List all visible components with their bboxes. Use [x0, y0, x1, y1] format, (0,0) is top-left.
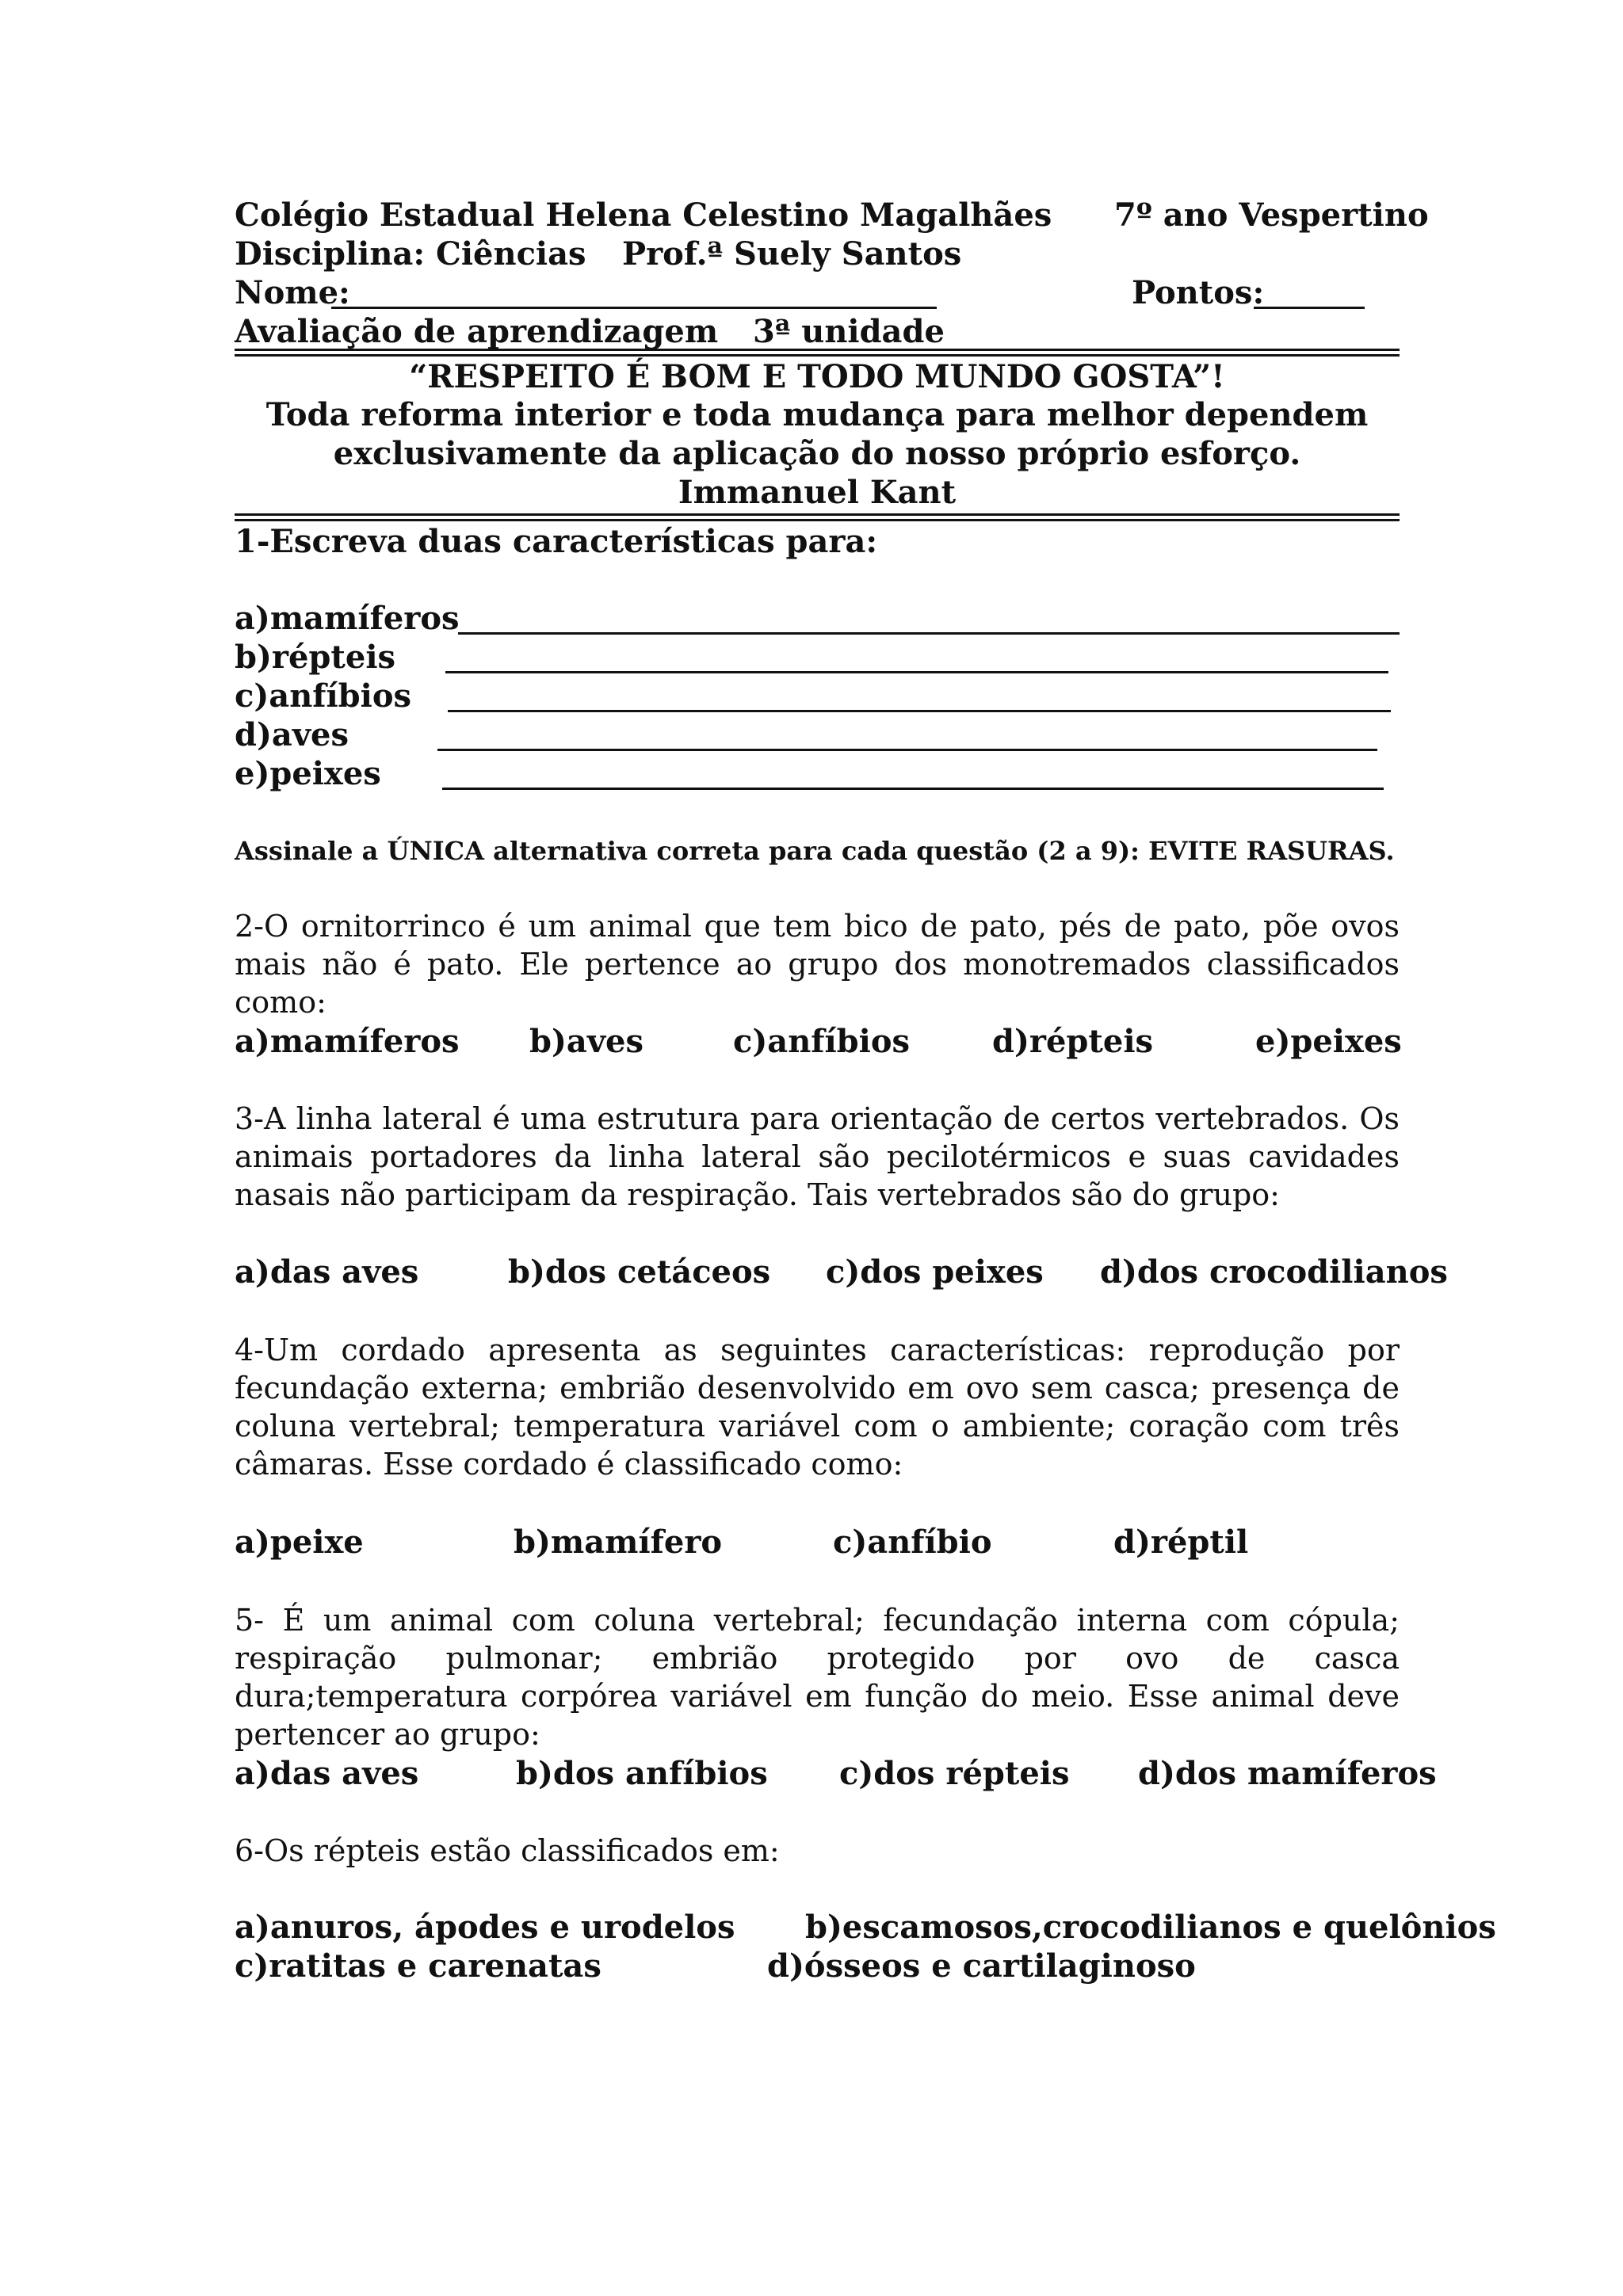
q1-item-reptiles: b)répteis	[235, 639, 396, 676]
q1-answer-mammals[interactable]	[458, 632, 1400, 635]
q1-prompt: 1-Escreva duas características para:	[235, 523, 878, 560]
unit-label: 3ª unidade	[753, 313, 945, 350]
quote-line-1: Toda reforma interior e toda mudança para melhor dependem	[265, 396, 1369, 433]
slogan: “RESPEITO É BOM E TODO MUNDO GOSTA”!	[409, 358, 1225, 395]
q5-text: 5- É um animal com coluna vertebral; fecundação interna com cópula; respiração pulmonar; embrião protegido por ovo de casca dura;temperatura corpórea variável em função do meio. Esse animal deve pertencer ao grupo:	[235, 1603, 1400, 1752]
q1-answer-birds[interactable]	[437, 749, 1377, 751]
school-name: Colégio Estadual Helena Celestino Magalhães	[235, 196, 1052, 234]
q4-option-b[interactable]: b)mamífero	[514, 1524, 723, 1561]
q4-option-d[interactable]: d)réptil	[1113, 1524, 1249, 1561]
assessment-title: Avaliação de aprendizagem	[235, 313, 719, 350]
q3-option-a[interactable]: a)das aves	[235, 1253, 419, 1291]
q1-item-birds: d)aves	[235, 716, 349, 753]
q1-item-mammals: a)mamíferos	[235, 600, 460, 637]
q5-option-c[interactable]: c)dos répteis	[839, 1755, 1070, 1792]
q4-option-c[interactable]: c)anfíbio	[833, 1524, 992, 1561]
q2-option-d[interactable]: d)répteis	[992, 1023, 1154, 1060]
q1-answer-fish[interactable]	[442, 788, 1384, 790]
q6-text: 6-Os répteis estão classificados em:	[235, 1833, 780, 1868]
header-divider	[235, 349, 1400, 351]
q4-option-a[interactable]: a)peixe	[235, 1524, 364, 1561]
q1-item-fish: e)peixes	[235, 755, 381, 792]
points-label: Pontos:	[1132, 274, 1265, 311]
q2-option-b[interactable]: b)aves	[529, 1023, 644, 1060]
quote-divider	[235, 513, 1400, 516]
q5-option-d[interactable]: d)dos mamíferos	[1138, 1755, 1437, 1792]
q3-option-d[interactable]: d)dos crocodilianos	[1100, 1253, 1448, 1291]
q4-text: 4-Um cordado apresenta as seguintes características: reprodução por fecundação externa; embrião desenvolvido em ovo sem casca; presença de coluna vertebral; temperatura variável com o ambiente; coração com três câmaras. Esse cordado é classificado como:	[235, 1333, 1400, 1482]
q2-option-e[interactable]: e)peixes	[1255, 1023, 1402, 1060]
q5-option-b[interactable]: b)dos anfíbios	[516, 1755, 768, 1792]
q1-answer-reptiles[interactable]	[445, 671, 1388, 673]
q1-item-amphibians: c)anfíbios	[235, 677, 412, 715]
grade-shift: 7º ano Vespertino	[1114, 196, 1429, 234]
q2-text: 2-O ornitorrinco é um animal que tem bico de pato, pés de pato, põe ovos mais não é pato. Ele pertence ao grupo dos monotremados classificados como:	[235, 909, 1400, 1020]
quote-author: Immanuel Kant	[678, 474, 957, 511]
q2-option-c[interactable]: c)anfíbios	[733, 1023, 911, 1060]
quote-line-2: exclusivamente da aplicação do nosso próprio esforço.	[333, 435, 1301, 472]
q6-option-b[interactable]: b)escamosos,crocodilianos e quelônios	[805, 1909, 1496, 1946]
q6-option-c[interactable]: c)ratitas e carenatas	[235, 1947, 601, 1985]
subject: Disciplina: Ciências	[235, 235, 586, 273]
q1-answer-amphibians[interactable]	[448, 710, 1391, 712]
name-field[interactable]	[331, 307, 937, 309]
instruction: Assinale a ÚNICA alternativa correta para cada questão (2 a 9): EVITE RASURAS.	[235, 836, 1395, 866]
q6-option-d[interactable]: d)ósseos e cartilaginoso	[767, 1947, 1196, 1985]
teacher: Prof.ª Suely Santos	[622, 235, 962, 273]
q2-option-a[interactable]: a)mamíferos	[235, 1023, 460, 1060]
points-field[interactable]	[1254, 307, 1365, 309]
name-label: Nome:	[235, 274, 350, 311]
q5-option-a[interactable]: a)das aves	[235, 1755, 419, 1792]
q6-option-a[interactable]: a)anuros, ápodes e urodelos	[235, 1909, 735, 1946]
q3-text: 3-A linha lateral é uma estrutura para orientação de certos vertebrados. Os animais portadores da linha lateral são pecilotérmicos e suas cavidades nasais não participam da respiração. Tais vertebrados são do grupo:	[235, 1101, 1400, 1212]
q3-option-b[interactable]: b)dos cetáceos	[508, 1253, 771, 1291]
q3-option-c[interactable]: c)dos peixes	[826, 1253, 1044, 1291]
